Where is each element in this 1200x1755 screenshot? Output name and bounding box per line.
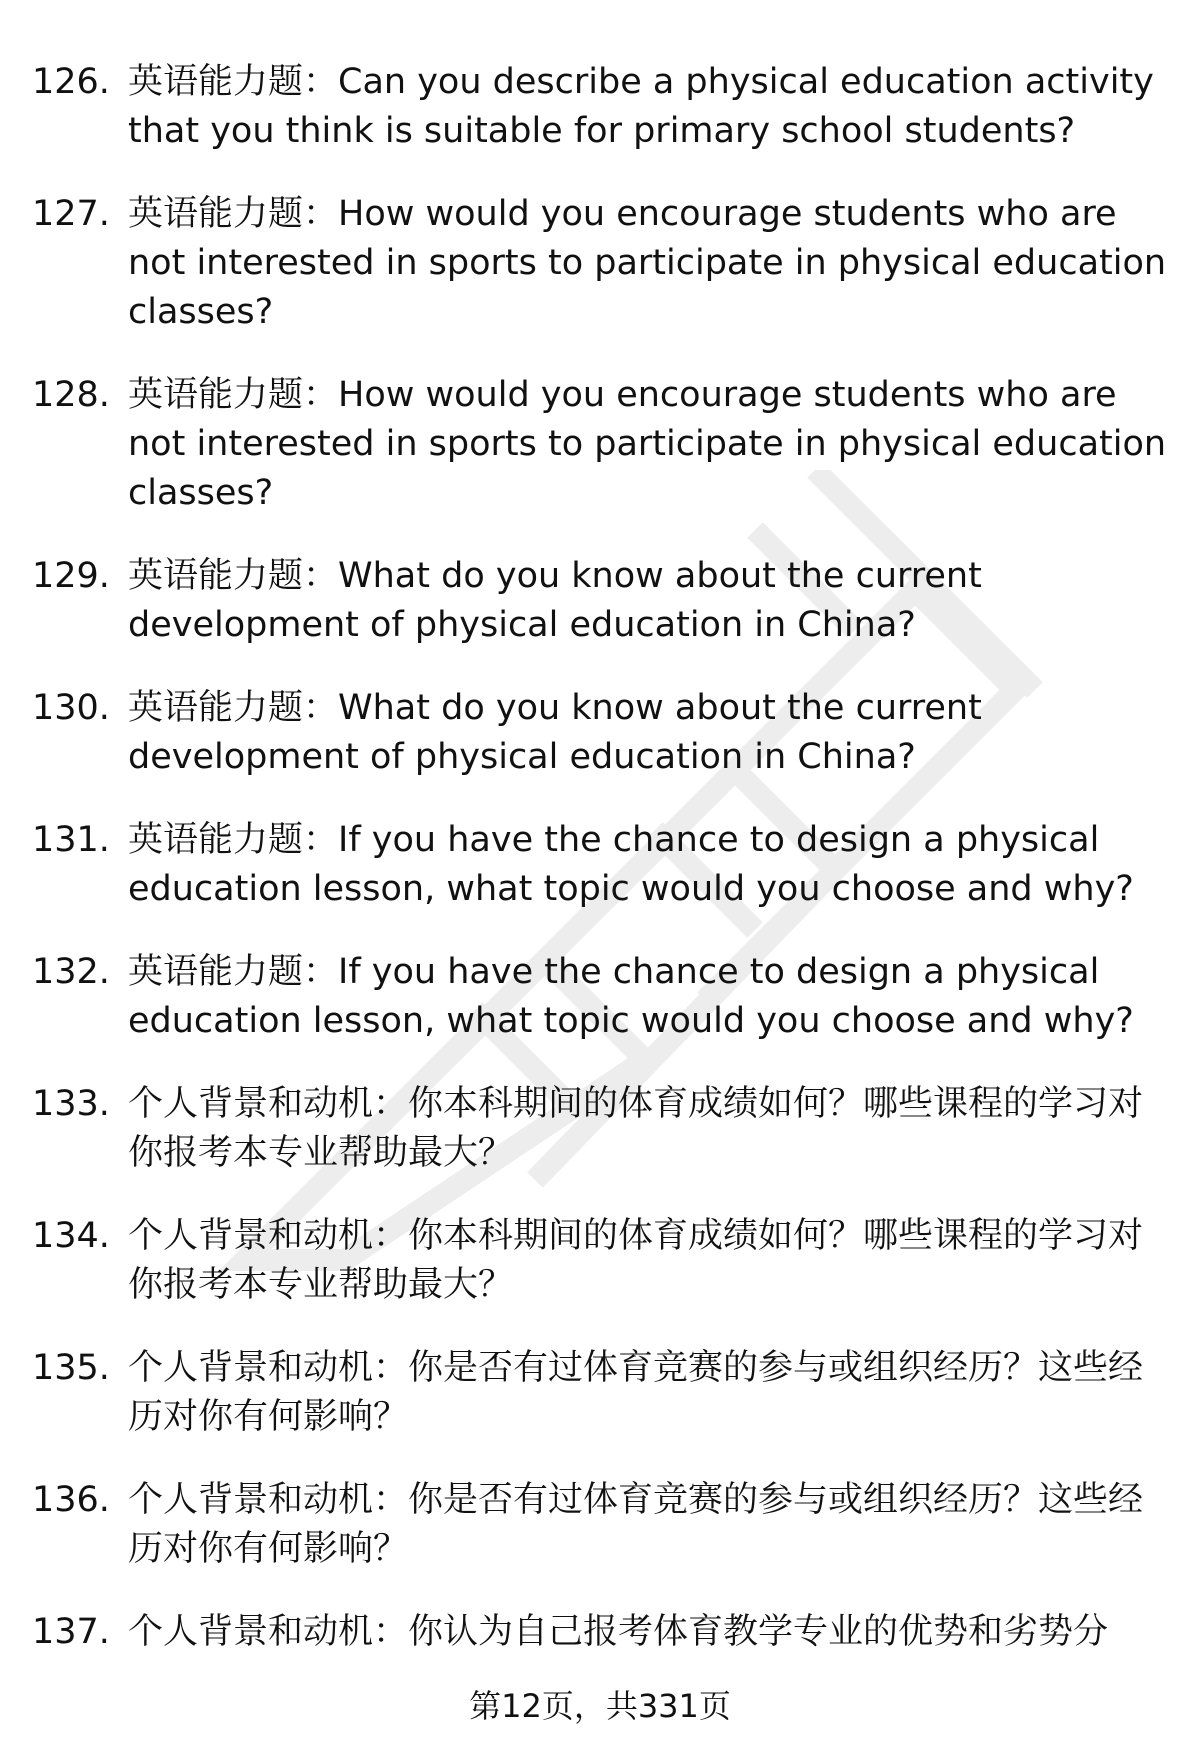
- question-number: 128.: [32, 375, 110, 415]
- question-body: [128, 58, 1170, 156]
- question-item: [0, 684, 1200, 782]
- question-text: If you have the chance to design a physical education lesson, what topic would you choose and why?: [128, 820, 1134, 909]
- question-body: [128, 1080, 1170, 1178]
- question-category: 英语能力题：: [128, 194, 339, 234]
- question-item: [0, 190, 1200, 337]
- question-number: 129.: [32, 556, 110, 596]
- question-text: Can you describe a physical education activity that you think is suitable for primary school students?: [128, 62, 1154, 151]
- question-item: [0, 1212, 1200, 1310]
- question-number: 126.: [32, 62, 110, 102]
- question-body: [128, 1608, 1170, 1657]
- question-category: 个人背景和动机：: [128, 1216, 409, 1256]
- page-number-footer: 第12页，共331页: [469, 1687, 731, 1725]
- question-category: 英语能力题：: [128, 688, 339, 728]
- question-body: [128, 816, 1170, 914]
- question-number: 130.: [32, 688, 110, 728]
- question-category: 英语能力题：: [128, 62, 339, 102]
- question-item: [0, 1080, 1200, 1178]
- question-item: [0, 371, 1200, 518]
- question-number: 131.: [32, 820, 110, 860]
- question-category: 英语能力题：: [128, 556, 339, 596]
- question-body: [128, 684, 1170, 782]
- question-text: What do you know about the current development of physical education in China?: [128, 688, 982, 777]
- question-category: 个人背景和动机：: [128, 1348, 409, 1388]
- question-item: [0, 948, 1200, 1046]
- question-category: 个人背景和动机：: [128, 1084, 409, 1124]
- question-number: 133.: [32, 1084, 110, 1124]
- question-text: What do you know about the current development of physical education in China?: [128, 556, 982, 645]
- question-body: [128, 552, 1170, 650]
- question-item: [0, 1608, 1200, 1657]
- question-body: [128, 371, 1170, 518]
- question-text: How would you encourage students who are not interested in sports to participate in physical education classes?: [128, 375, 1167, 513]
- question-item: [0, 1476, 1200, 1574]
- question-number: 134.: [32, 1216, 110, 1256]
- question-text: 你是否有过体育竞赛的参与或组织经历？这些经历对你有何影响？: [128, 1480, 1144, 1569]
- question-number: 135.: [32, 1348, 110, 1388]
- question-number: 127.: [32, 194, 110, 234]
- question-text: 你本科期间的体育成绩如何？哪些课程的学习对你报考本专业帮助最大？: [128, 1216, 1144, 1305]
- question-list: [0, 58, 1200, 1691]
- question-category: 英语能力题：: [128, 952, 339, 992]
- question-item: [0, 552, 1200, 650]
- question-text: 你认为自己报考体育教学专业的优势和劣势分: [408, 1612, 1109, 1652]
- question-item: [0, 1344, 1200, 1442]
- question-number: 137.: [32, 1612, 110, 1652]
- question-text: 你是否有过体育竞赛的参与或组织经历？这些经历对你有何影响？: [128, 1348, 1144, 1437]
- question-number: 136.: [32, 1480, 110, 1520]
- question-item: [0, 58, 1200, 156]
- question-category: 英语能力题：: [128, 375, 339, 415]
- question-body: [128, 190, 1170, 337]
- question-category: 个人背景和动机：: [128, 1480, 409, 1520]
- question-text: If you have the chance to design a physical education lesson, what topic would you choose and why?: [128, 952, 1134, 1041]
- question-category: 英语能力题：: [128, 820, 339, 860]
- question-text: 你本科期间的体育成绩如何？哪些课程的学习对你报考本专业帮助最大？: [128, 1084, 1144, 1173]
- question-text: How would you encourage students who are not interested in sports to participate in physical education classes?: [128, 194, 1167, 332]
- question-body: [128, 1212, 1170, 1310]
- question-item: [0, 816, 1200, 914]
- question-body: [128, 1476, 1170, 1574]
- question-body: [128, 948, 1170, 1046]
- question-body: [128, 1344, 1170, 1442]
- question-number: 132.: [32, 952, 110, 992]
- question-category: 个人背景和动机：: [128, 1612, 409, 1652]
